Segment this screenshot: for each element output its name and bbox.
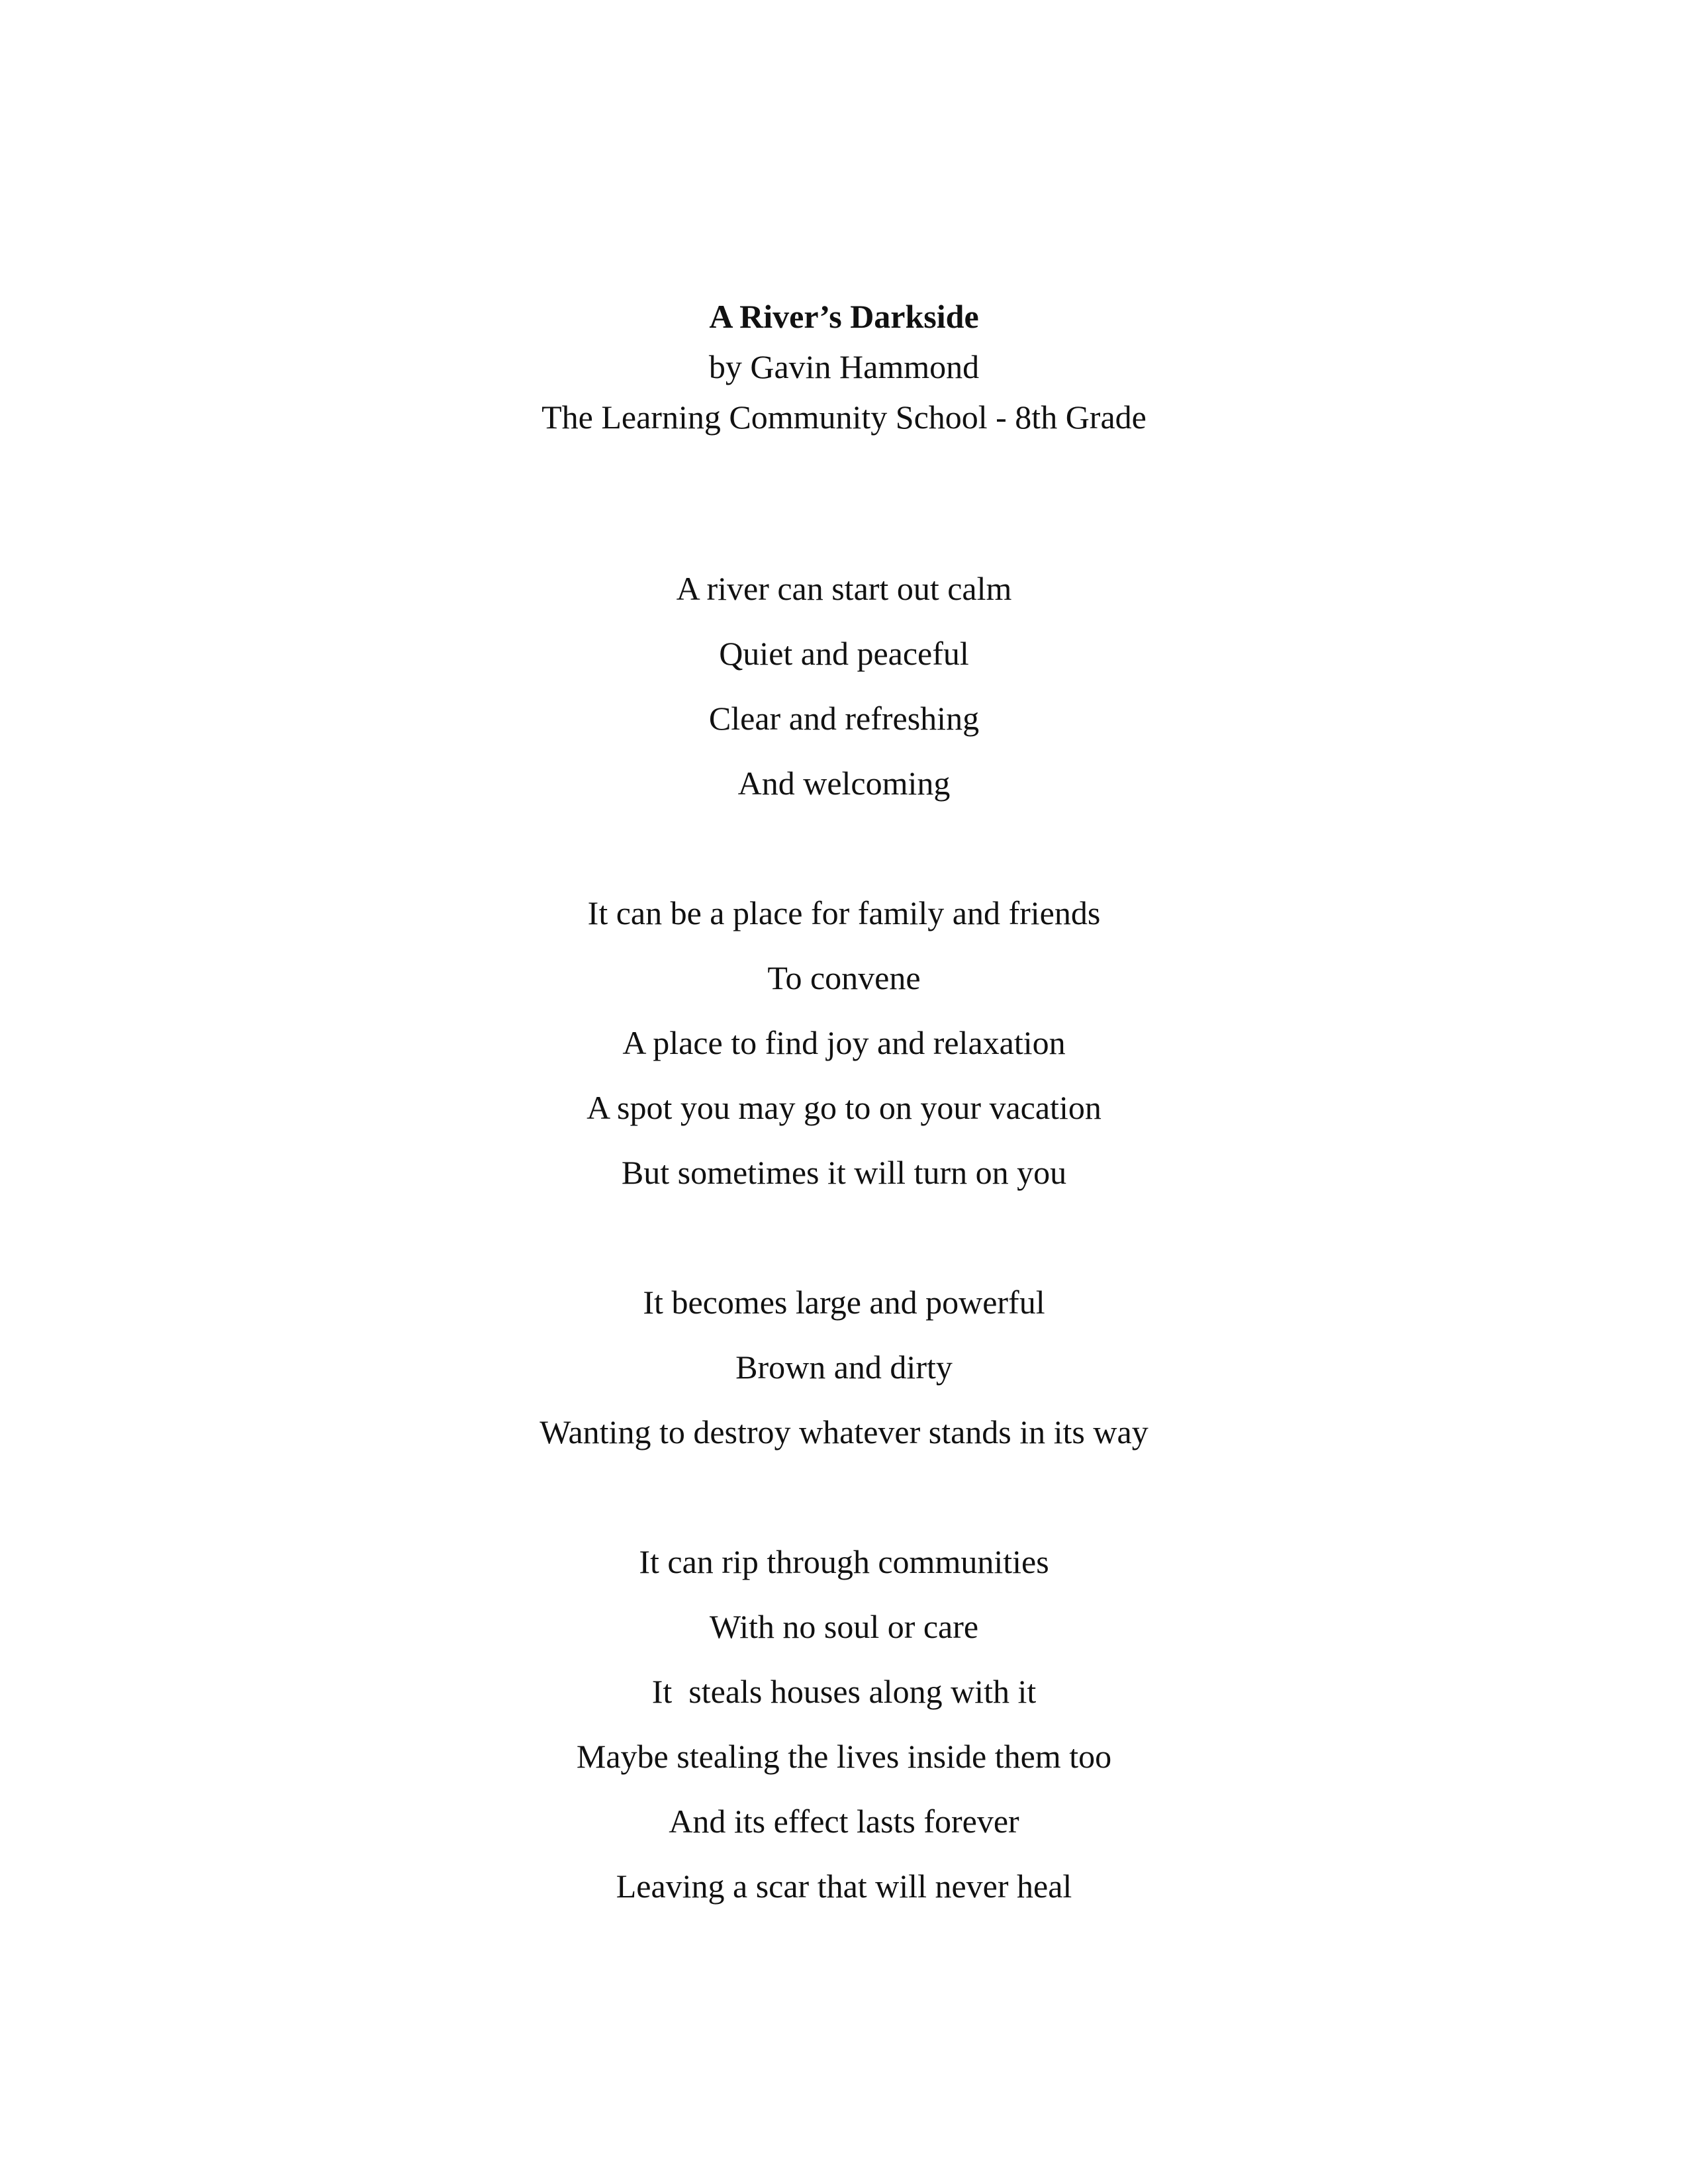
poem-line: It steals houses along with it bbox=[651, 1673, 1037, 1710]
poem-header bbox=[0, 291, 1688, 442]
poem-line: Wanting to destroy whatever stands in its way bbox=[539, 1413, 1149, 1450]
poem-byline: by Gavin Hammond bbox=[708, 348, 980, 385]
poem-line: Clear and refreshing bbox=[708, 700, 980, 737]
poem-line: Maybe stealing the lives inside them too bbox=[576, 1738, 1112, 1775]
poem-line: It can be a place for family and friends bbox=[587, 894, 1101, 931]
poem-line: A spot you may go to on your vacation bbox=[586, 1089, 1102, 1126]
stanza-4 bbox=[0, 1529, 1688, 1919]
stanza-3 bbox=[0, 1270, 1688, 1464]
poem-line: It becomes large and powerful bbox=[643, 1284, 1045, 1321]
poem-line: Brown and dirty bbox=[735, 1349, 953, 1386]
poem-line: But sometimes it will turn on you bbox=[621, 1154, 1067, 1191]
stanza-2 bbox=[0, 880, 1688, 1205]
poem-line: With no soul or care bbox=[709, 1608, 979, 1645]
poem-body bbox=[0, 556, 1688, 1983]
poem-line: A place to find joy and relaxation bbox=[622, 1024, 1066, 1061]
stanza-1 bbox=[0, 556, 1688, 816]
poem-line: Quiet and peaceful bbox=[719, 635, 969, 672]
school-line: The Learning Community School - 8th Grade bbox=[541, 399, 1147, 436]
poem-line: It can rip through communities bbox=[639, 1543, 1049, 1580]
poem-line: And welcoming bbox=[737, 765, 951, 802]
poem-line: Leaving a scar that will never heal bbox=[616, 1868, 1072, 1905]
poem-line: And its effect lasts forever bbox=[669, 1803, 1019, 1840]
poem-title: A River’s Darkside bbox=[709, 298, 979, 335]
poem-line: To convene bbox=[767, 959, 921, 996]
poem-line: A river can start out calm bbox=[676, 570, 1012, 607]
